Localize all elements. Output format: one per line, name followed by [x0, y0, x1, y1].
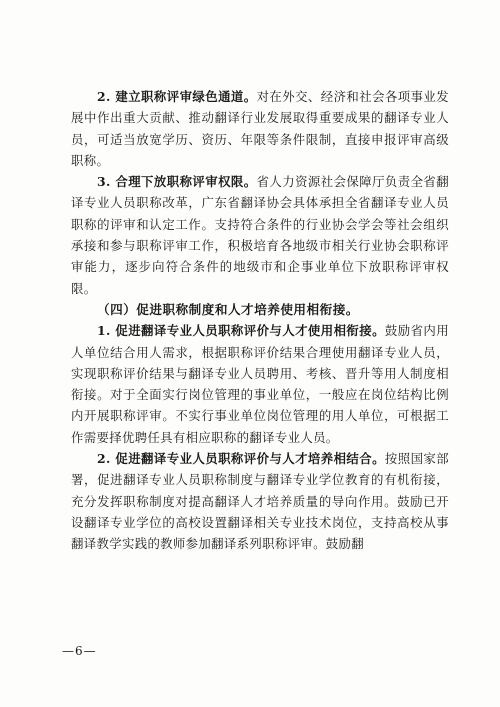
paragraph-evaluation-training [71, 448, 449, 554]
paragraph-lead: 1. 促进翻译专业人员职称评价与人才使用相衔接。 [97, 323, 385, 339]
section-heading: （四）促进职称制度和人才培养使用相衔接。 [97, 301, 359, 317]
page-number: —6— [62, 644, 97, 658]
paragraph-text: 对在外交、经济和社会各项事业发展中作出重大贡献、推动翻译行业发展取得重要成果的翻译专业人员，可适当放宽学历、资历、年限等条件限制，直接申报评审高级职称。 [71, 89, 449, 168]
paragraph-lead: 2. 促进翻译专业人员职称评价与人才培养相结合。 [97, 451, 385, 467]
paragraph-text: 省人力资源社会保障厅负责全省翻译专业人员职称改革，广东省翻译协会具体承担全省翻译专业人员职称的评审和认定工作。支持符合条件的行业协会学会等社会组织承接和参与职称评审工作，积极培育各地级市相关行业协会职称评审能力，逐步向符合条件的地级市和企事业单位下放职称评审权限。 [71, 174, 449, 296]
paragraph-delegate-authority [71, 171, 449, 299]
paragraph-green-channel [71, 86, 449, 171]
paragraph-text: 鼓励省内用人单位结合用人需求，根据职称评价结果合理使用翻译专业人员，实现职称评价结果与翻译专业人员聘用、考核、晋升等用人制度相衔接。对于全面实行岗位管理的事业单位，一般应在岗位结构比例内开展职称评审。不实行事业单位岗位管理的用人单位，可根据工作需要择优聘任具有相应职称的翻译专业人员。 [71, 323, 449, 445]
paragraph-evaluation-use [71, 320, 449, 448]
paragraph-lead: 2. 建立职称评审绿色通道。 [97, 89, 257, 104]
document-body [71, 86, 449, 555]
paragraph-text: 按照国家部署，促进翻译专业人员职称制度与翻译专业学位教育的有机衔接，充分发挥职称制度对提高翻译人才培养质量的导向作用。鼓励已开设翻译专业学位的高校设置翻译相关专业技术岗位，支持高校从事翻译教学实践的教师参加翻译系列职称评审。鼓励翻 [71, 451, 449, 552]
paragraph-lead: 3. 合理下放职称评审权限。 [97, 174, 257, 190]
